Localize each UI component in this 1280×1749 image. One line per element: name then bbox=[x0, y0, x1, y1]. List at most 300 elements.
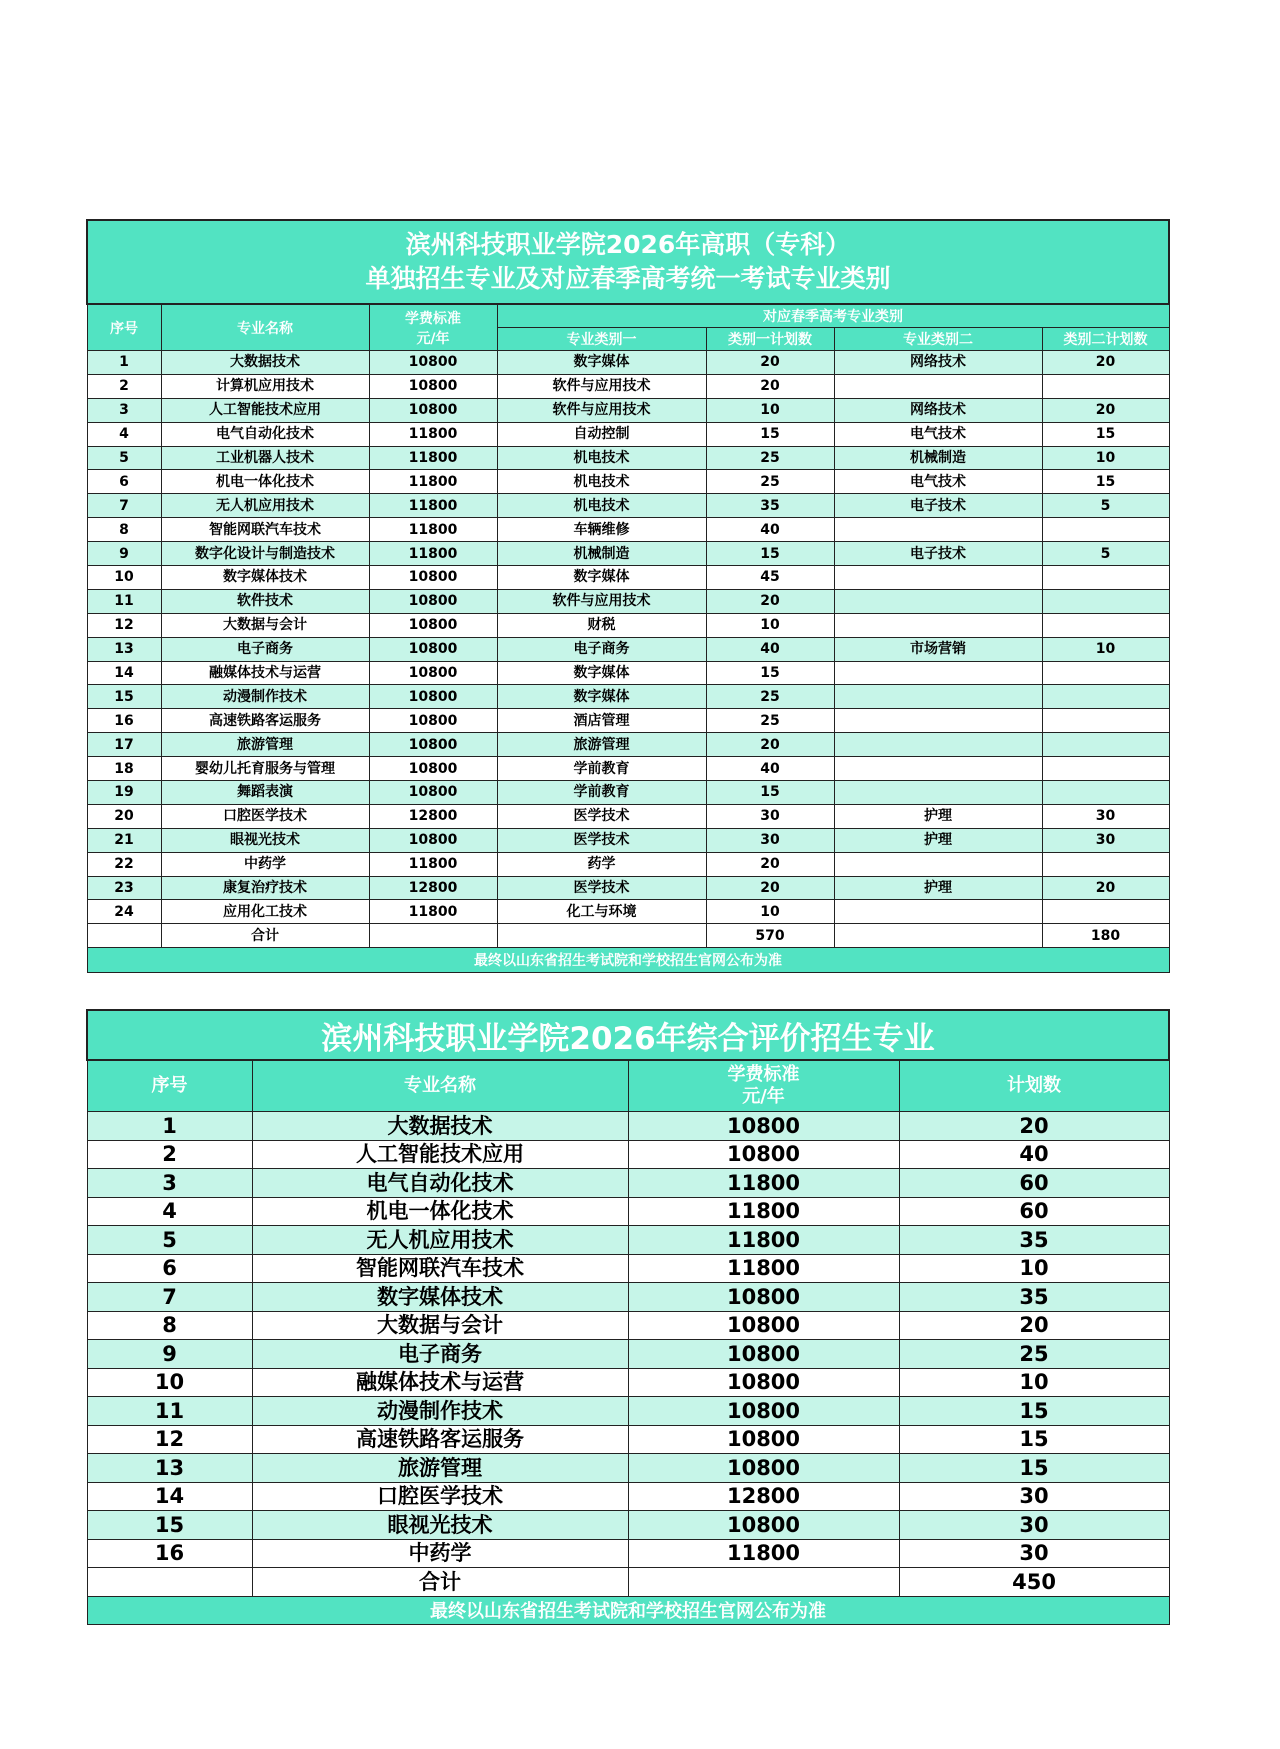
row-major-name: 融媒体技术与运营 bbox=[252, 1368, 628, 1397]
header-category2-plan: 类别二计划数 bbox=[1042, 328, 1169, 351]
row-index: 12 bbox=[87, 1425, 252, 1454]
header-fee-line1: 学费标准 bbox=[405, 310, 461, 327]
row-category1-plan: 25 bbox=[706, 446, 834, 470]
row-index: 13 bbox=[87, 1454, 252, 1483]
row-category1-plan: 10 bbox=[706, 398, 834, 422]
row-index: 18 bbox=[87, 757, 161, 781]
row-category2 bbox=[834, 757, 1042, 781]
row-category2-plan bbox=[1042, 613, 1169, 637]
row-category1: 机电技术 bbox=[497, 470, 706, 494]
row-fee: 10800 bbox=[369, 398, 497, 422]
row-major-name: 软件技术 bbox=[161, 589, 369, 613]
row-major-name: 数字化设计与制造技术 bbox=[161, 542, 369, 566]
row-category1-plan: 25 bbox=[706, 685, 834, 709]
row-category1: 自动控制 bbox=[497, 422, 706, 446]
table-row bbox=[87, 1454, 1169, 1483]
row-category1: 数字媒体 bbox=[497, 566, 706, 590]
row-category2-plan: 15 bbox=[1042, 422, 1169, 446]
row-category1-plan: 25 bbox=[706, 709, 834, 733]
row-category1-plan: 20 bbox=[706, 876, 834, 900]
table-row bbox=[87, 589, 1169, 613]
row-index: 7 bbox=[87, 1283, 252, 1312]
header-category1: 专业类别一 bbox=[497, 328, 706, 351]
row-index: 11 bbox=[87, 589, 161, 613]
row-category2-plan bbox=[1042, 566, 1169, 590]
row-index: 4 bbox=[87, 1197, 252, 1226]
row-plan: 30 bbox=[899, 1539, 1169, 1568]
row-fee: 12800 bbox=[628, 1482, 899, 1511]
row-category2: 护理 bbox=[834, 828, 1042, 852]
row-category1: 车辆维修 bbox=[497, 518, 706, 542]
table-row bbox=[87, 1368, 1169, 1397]
table-row bbox=[87, 781, 1169, 805]
t2-header-fee-line1: 学费标准 bbox=[727, 1064, 800, 1085]
row-category2-plan: 20 bbox=[1042, 876, 1169, 900]
comprehensive-evaluation-table-section bbox=[86, 1009, 1168, 1625]
row-plan: 35 bbox=[899, 1283, 1169, 1312]
row-index: 16 bbox=[87, 709, 161, 733]
row-major-name: 智能网联汽车技术 bbox=[161, 518, 369, 542]
row-category2-plan: 30 bbox=[1042, 804, 1169, 828]
row-category1: 软件与应用技术 bbox=[497, 398, 706, 422]
t2-total-label: 合计 bbox=[252, 1568, 628, 1597]
row-category1: 酒店管理 bbox=[497, 709, 706, 733]
row-category2-plan bbox=[1042, 518, 1169, 542]
row-category2: 护理 bbox=[834, 876, 1042, 900]
row-category2-plan: 10 bbox=[1042, 446, 1169, 470]
table-row bbox=[87, 733, 1169, 757]
row-category2 bbox=[834, 613, 1042, 637]
row-category2-plan: 30 bbox=[1042, 828, 1169, 852]
row-fee: 10800 bbox=[369, 781, 497, 805]
table-row bbox=[87, 1197, 1169, 1226]
row-category1-plan: 30 bbox=[706, 804, 834, 828]
row-major-name: 大数据与会计 bbox=[161, 613, 369, 637]
table-row bbox=[87, 542, 1169, 566]
row-index: 3 bbox=[87, 398, 161, 422]
row-index: 3 bbox=[87, 1169, 252, 1198]
header-major: 专业名称 bbox=[161, 304, 369, 351]
table-row bbox=[87, 1254, 1169, 1283]
row-index: 8 bbox=[87, 1311, 252, 1340]
row-major-name: 婴幼儿托育服务与管理 bbox=[161, 757, 369, 781]
table-row bbox=[87, 852, 1169, 876]
row-fee: 10800 bbox=[369, 661, 497, 685]
row-category1: 学前教育 bbox=[497, 757, 706, 781]
row-major-name: 电气自动化技术 bbox=[161, 422, 369, 446]
row-index: 12 bbox=[87, 613, 161, 637]
row-index: 20 bbox=[87, 804, 161, 828]
row-category2: 电气技术 bbox=[834, 470, 1042, 494]
row-index: 8 bbox=[87, 518, 161, 542]
row-major-name: 大数据技术 bbox=[161, 351, 369, 375]
row-index: 9 bbox=[87, 542, 161, 566]
row-category2: 护理 bbox=[834, 804, 1042, 828]
table-row bbox=[87, 422, 1169, 446]
row-category2: 网络技术 bbox=[834, 351, 1042, 375]
row-fee: 11800 bbox=[369, 542, 497, 566]
row-index: 6 bbox=[87, 470, 161, 494]
row-category2 bbox=[834, 374, 1042, 398]
table-row bbox=[87, 613, 1169, 637]
row-fee: 11800 bbox=[628, 1197, 899, 1226]
row-category2-plan: 20 bbox=[1042, 351, 1169, 375]
row-category2 bbox=[834, 852, 1042, 876]
table-row bbox=[87, 828, 1169, 852]
row-fee: 11800 bbox=[369, 852, 497, 876]
row-index: 4 bbox=[87, 422, 161, 446]
table-row bbox=[87, 374, 1169, 398]
table-row bbox=[87, 876, 1169, 900]
row-category2: 网络技术 bbox=[834, 398, 1042, 422]
row-category2-plan bbox=[1042, 733, 1169, 757]
row-fee: 11800 bbox=[369, 470, 497, 494]
row-plan: 25 bbox=[899, 1340, 1169, 1369]
row-plan: 35 bbox=[899, 1226, 1169, 1255]
row-category2-plan bbox=[1042, 661, 1169, 685]
row-category1-plan: 15 bbox=[706, 781, 834, 805]
row-category1: 医学技术 bbox=[497, 876, 706, 900]
total-category2-plan: 180 bbox=[1042, 924, 1169, 948]
row-category2 bbox=[834, 733, 1042, 757]
row-major-name: 中药学 bbox=[252, 1539, 628, 1568]
row-plan: 10 bbox=[899, 1368, 1169, 1397]
row-plan: 60 bbox=[899, 1169, 1169, 1198]
row-category1: 财税 bbox=[497, 613, 706, 637]
row-fee: 11800 bbox=[369, 422, 497, 446]
t2-total-fee-cell bbox=[628, 1568, 899, 1597]
row-index: 1 bbox=[87, 351, 161, 375]
row-category1: 数字媒体 bbox=[497, 661, 706, 685]
row-index: 21 bbox=[87, 828, 161, 852]
row-category2-plan bbox=[1042, 685, 1169, 709]
table-row bbox=[87, 804, 1169, 828]
row-major-name: 口腔医学技术 bbox=[161, 804, 369, 828]
row-category2 bbox=[834, 900, 1042, 924]
comprehensive-evaluation-table bbox=[86, 1009, 1170, 1625]
row-fee: 11800 bbox=[628, 1539, 899, 1568]
table1-title-line2: 单独招生专业及对应春季高考统一考试专业类别 bbox=[365, 264, 891, 293]
row-fee: 10800 bbox=[369, 589, 497, 613]
row-major-name: 人工智能技术应用 bbox=[161, 398, 369, 422]
table-row bbox=[87, 685, 1169, 709]
row-category2-plan: 10 bbox=[1042, 637, 1169, 661]
row-category2: 电气技术 bbox=[834, 422, 1042, 446]
row-category2-plan bbox=[1042, 589, 1169, 613]
row-category1-plan: 25 bbox=[706, 470, 834, 494]
row-category1: 机电技术 bbox=[497, 494, 706, 518]
row-category1: 机电技术 bbox=[497, 446, 706, 470]
row-index: 10 bbox=[87, 1368, 252, 1397]
row-major-name: 人工智能技术应用 bbox=[252, 1140, 628, 1169]
row-fee: 10800 bbox=[628, 1511, 899, 1540]
row-major-name: 眼视光技术 bbox=[161, 828, 369, 852]
row-fee: 10800 bbox=[628, 1425, 899, 1454]
row-plan: 15 bbox=[899, 1425, 1169, 1454]
total-category1-plan: 570 bbox=[706, 924, 834, 948]
table-row bbox=[87, 1112, 1169, 1141]
row-fee: 11800 bbox=[369, 518, 497, 542]
row-category1-plan: 40 bbox=[706, 637, 834, 661]
row-index: 15 bbox=[87, 1511, 252, 1540]
t2-header-major: 专业名称 bbox=[252, 1060, 628, 1112]
row-major-name: 大数据技术 bbox=[252, 1112, 628, 1141]
row-index: 10 bbox=[87, 566, 161, 590]
row-index: 15 bbox=[87, 685, 161, 709]
row-category1-plan: 20 bbox=[706, 852, 834, 876]
row-major-name: 无人机应用技术 bbox=[161, 494, 369, 518]
row-major-name: 机电一体化技术 bbox=[252, 1197, 628, 1226]
row-index: 9 bbox=[87, 1340, 252, 1369]
total-fee-cell bbox=[369, 924, 497, 948]
row-plan: 20 bbox=[899, 1112, 1169, 1141]
header-exam-category-group: 对应春季高考专业类别 bbox=[497, 304, 1169, 328]
row-category1-plan: 15 bbox=[706, 542, 834, 566]
row-major-name: 旅游管理 bbox=[252, 1454, 628, 1483]
row-major-name: 计算机应用技术 bbox=[161, 374, 369, 398]
single-enrollment-table-section bbox=[86, 219, 1168, 973]
table-row bbox=[87, 398, 1169, 422]
row-major-name: 智能网联汽车技术 bbox=[252, 1254, 628, 1283]
table-row bbox=[87, 900, 1169, 924]
row-category2 bbox=[834, 685, 1042, 709]
row-index: 2 bbox=[87, 374, 161, 398]
row-index: 16 bbox=[87, 1539, 252, 1568]
table-row bbox=[87, 1397, 1169, 1426]
row-index: 11 bbox=[87, 1397, 252, 1426]
row-fee: 11800 bbox=[369, 900, 497, 924]
total-index-cell bbox=[87, 924, 161, 948]
single-enrollment-table bbox=[86, 219, 1170, 973]
row-fee: 10800 bbox=[369, 374, 497, 398]
table-row bbox=[87, 637, 1169, 661]
row-category1-plan: 40 bbox=[706, 757, 834, 781]
row-plan: 20 bbox=[899, 1311, 1169, 1340]
row-plan: 60 bbox=[899, 1197, 1169, 1226]
row-index: 24 bbox=[87, 900, 161, 924]
table1-title-line1: 滨州科技职业学院2026年高职（专科） bbox=[405, 230, 851, 259]
row-category1-plan: 45 bbox=[706, 566, 834, 590]
row-category1: 旅游管理 bbox=[497, 733, 706, 757]
row-major-name: 电气自动化技术 bbox=[252, 1169, 628, 1198]
table-row bbox=[87, 1340, 1169, 1369]
row-category2 bbox=[834, 518, 1042, 542]
table-row bbox=[87, 709, 1169, 733]
row-category2 bbox=[834, 589, 1042, 613]
t2-header-plan: 计划数 bbox=[899, 1060, 1169, 1112]
table-row bbox=[87, 1482, 1169, 1511]
row-category1: 软件与应用技术 bbox=[497, 374, 706, 398]
row-category2-plan bbox=[1042, 374, 1169, 398]
row-index: 7 bbox=[87, 494, 161, 518]
row-index: 13 bbox=[87, 637, 161, 661]
row-plan: 30 bbox=[899, 1511, 1169, 1540]
row-major-name: 大数据与会计 bbox=[252, 1311, 628, 1340]
row-index: 17 bbox=[87, 733, 161, 757]
row-fee: 11800 bbox=[628, 1254, 899, 1283]
row-fee: 12800 bbox=[369, 876, 497, 900]
row-category1: 医学技术 bbox=[497, 828, 706, 852]
header-index: 序号 bbox=[87, 304, 161, 351]
row-category1-plan: 35 bbox=[706, 494, 834, 518]
row-fee: 10800 bbox=[369, 828, 497, 852]
row-major-name: 融媒体技术与运营 bbox=[161, 661, 369, 685]
row-fee: 10800 bbox=[369, 566, 497, 590]
row-major-name: 动漫制作技术 bbox=[252, 1397, 628, 1426]
t2-total-plan: 450 bbox=[899, 1568, 1169, 1597]
row-plan: 15 bbox=[899, 1397, 1169, 1426]
row-category2-plan: 20 bbox=[1042, 398, 1169, 422]
row-fee: 10800 bbox=[369, 733, 497, 757]
table-row bbox=[87, 1311, 1169, 1340]
row-major-name: 机电一体化技术 bbox=[161, 470, 369, 494]
row-plan: 40 bbox=[899, 1140, 1169, 1169]
row-category2: 电子技术 bbox=[834, 494, 1042, 518]
row-category1: 数字媒体 bbox=[497, 685, 706, 709]
row-major-name: 康复治疗技术 bbox=[161, 876, 369, 900]
table-row bbox=[87, 1511, 1169, 1540]
row-major-name: 高速铁路客运服务 bbox=[161, 709, 369, 733]
row-fee: 10800 bbox=[369, 637, 497, 661]
row-fee: 10800 bbox=[369, 685, 497, 709]
row-index: 19 bbox=[87, 781, 161, 805]
row-index: 5 bbox=[87, 446, 161, 470]
table1-total-row bbox=[87, 924, 1169, 948]
row-major-name: 眼视光技术 bbox=[252, 1511, 628, 1540]
row-fee: 10800 bbox=[628, 1340, 899, 1369]
row-category2-plan bbox=[1042, 757, 1169, 781]
row-category1: 学前教育 bbox=[497, 781, 706, 805]
table-row bbox=[87, 566, 1169, 590]
row-fee: 10800 bbox=[369, 613, 497, 637]
row-category1: 数字媒体 bbox=[497, 351, 706, 375]
row-category2-plan bbox=[1042, 781, 1169, 805]
row-major-name: 口腔医学技术 bbox=[252, 1482, 628, 1511]
row-fee: 12800 bbox=[369, 804, 497, 828]
row-index: 2 bbox=[87, 1140, 252, 1169]
row-category1: 医学技术 bbox=[497, 804, 706, 828]
row-major-name: 数字媒体技术 bbox=[161, 566, 369, 590]
row-plan: 15 bbox=[899, 1454, 1169, 1483]
row-major-name: 无人机应用技术 bbox=[252, 1226, 628, 1255]
row-major-name: 高速铁路客运服务 bbox=[252, 1425, 628, 1454]
table2-title: 滨州科技职业学院2026年综合评价招生专业 bbox=[87, 1010, 1169, 1060]
row-major-name: 动漫制作技术 bbox=[161, 685, 369, 709]
row-index: 14 bbox=[87, 1482, 252, 1511]
row-major-name: 电子商务 bbox=[161, 637, 369, 661]
row-fee: 10800 bbox=[369, 757, 497, 781]
row-category1-plan: 40 bbox=[706, 518, 834, 542]
row-category1-plan: 15 bbox=[706, 661, 834, 685]
row-major-name: 数字媒体技术 bbox=[252, 1283, 628, 1312]
row-fee: 10800 bbox=[628, 1454, 899, 1483]
row-major-name: 应用化工技术 bbox=[161, 900, 369, 924]
row-major-name: 中药学 bbox=[161, 852, 369, 876]
row-major-name: 舞蹈表演 bbox=[161, 781, 369, 805]
row-category1-plan: 30 bbox=[706, 828, 834, 852]
total-label: 合计 bbox=[161, 924, 369, 948]
total-category1-cell bbox=[497, 924, 706, 948]
t2-header-fee-line2: 元/年 bbox=[742, 1086, 785, 1107]
table1-title bbox=[87, 220, 1169, 304]
row-index: 5 bbox=[87, 1226, 252, 1255]
table-row bbox=[87, 494, 1169, 518]
row-index: 6 bbox=[87, 1254, 252, 1283]
row-category1-plan: 20 bbox=[706, 374, 834, 398]
header-fee-line2: 元/年 bbox=[416, 330, 450, 347]
row-fee: 10800 bbox=[628, 1140, 899, 1169]
table-row bbox=[87, 661, 1169, 685]
row-category2: 电子技术 bbox=[834, 542, 1042, 566]
row-category1: 电子商务 bbox=[497, 637, 706, 661]
row-index: 22 bbox=[87, 852, 161, 876]
table-row bbox=[87, 1539, 1169, 1568]
row-fee: 11800 bbox=[628, 1226, 899, 1255]
row-category2-plan: 5 bbox=[1042, 494, 1169, 518]
row-category2: 机械制造 bbox=[834, 446, 1042, 470]
row-category1-plan: 15 bbox=[706, 422, 834, 446]
row-category2 bbox=[834, 566, 1042, 590]
row-major-name: 工业机器人技术 bbox=[161, 446, 369, 470]
row-category2-plan bbox=[1042, 709, 1169, 733]
row-category1: 药学 bbox=[497, 852, 706, 876]
row-category1-plan: 10 bbox=[706, 613, 834, 637]
table-row bbox=[87, 1283, 1169, 1312]
table-row bbox=[87, 351, 1169, 375]
row-fee: 10800 bbox=[628, 1397, 899, 1426]
row-fee: 10800 bbox=[628, 1283, 899, 1312]
header-fee bbox=[369, 304, 497, 351]
table-row bbox=[87, 757, 1169, 781]
table2-footer-note: 最终以山东省招生考试院和学校招生官网公布为准 bbox=[87, 1596, 1169, 1624]
table-row bbox=[87, 446, 1169, 470]
row-category2 bbox=[834, 661, 1042, 685]
row-major-name: 电子商务 bbox=[252, 1340, 628, 1369]
table2-total-row bbox=[87, 1568, 1169, 1597]
row-category2-plan bbox=[1042, 852, 1169, 876]
row-plan: 30 bbox=[899, 1482, 1169, 1511]
row-index: 1 bbox=[87, 1112, 252, 1141]
row-category2-plan bbox=[1042, 900, 1169, 924]
header-category2: 专业类别二 bbox=[834, 328, 1042, 351]
t2-header-fee bbox=[628, 1060, 899, 1112]
row-category1-plan: 20 bbox=[706, 733, 834, 757]
row-index: 14 bbox=[87, 661, 161, 685]
row-category2-plan: 5 bbox=[1042, 542, 1169, 566]
table-row bbox=[87, 1425, 1169, 1454]
row-category1-plan: 10 bbox=[706, 900, 834, 924]
row-fee: 11800 bbox=[369, 494, 497, 518]
row-category2 bbox=[834, 709, 1042, 733]
table-row bbox=[87, 470, 1169, 494]
row-category1: 机械制造 bbox=[497, 542, 706, 566]
row-fee: 10800 bbox=[369, 351, 497, 375]
row-category2-plan: 15 bbox=[1042, 470, 1169, 494]
table-row bbox=[87, 1169, 1169, 1198]
row-category1-plan: 20 bbox=[706, 589, 834, 613]
row-category1: 化工与环境 bbox=[497, 900, 706, 924]
row-category1: 软件与应用技术 bbox=[497, 589, 706, 613]
row-fee: 11800 bbox=[628, 1169, 899, 1198]
row-category2: 市场营销 bbox=[834, 637, 1042, 661]
table-row bbox=[87, 518, 1169, 542]
row-fee: 10800 bbox=[628, 1112, 899, 1141]
t2-header-index: 序号 bbox=[87, 1060, 252, 1112]
t2-total-index-cell bbox=[87, 1568, 252, 1597]
table1-footer-note: 最终以山东省招生考试院和学校招生官网公布为准 bbox=[87, 948, 1169, 973]
total-category2-cell bbox=[834, 924, 1042, 948]
row-fee: 11800 bbox=[369, 446, 497, 470]
